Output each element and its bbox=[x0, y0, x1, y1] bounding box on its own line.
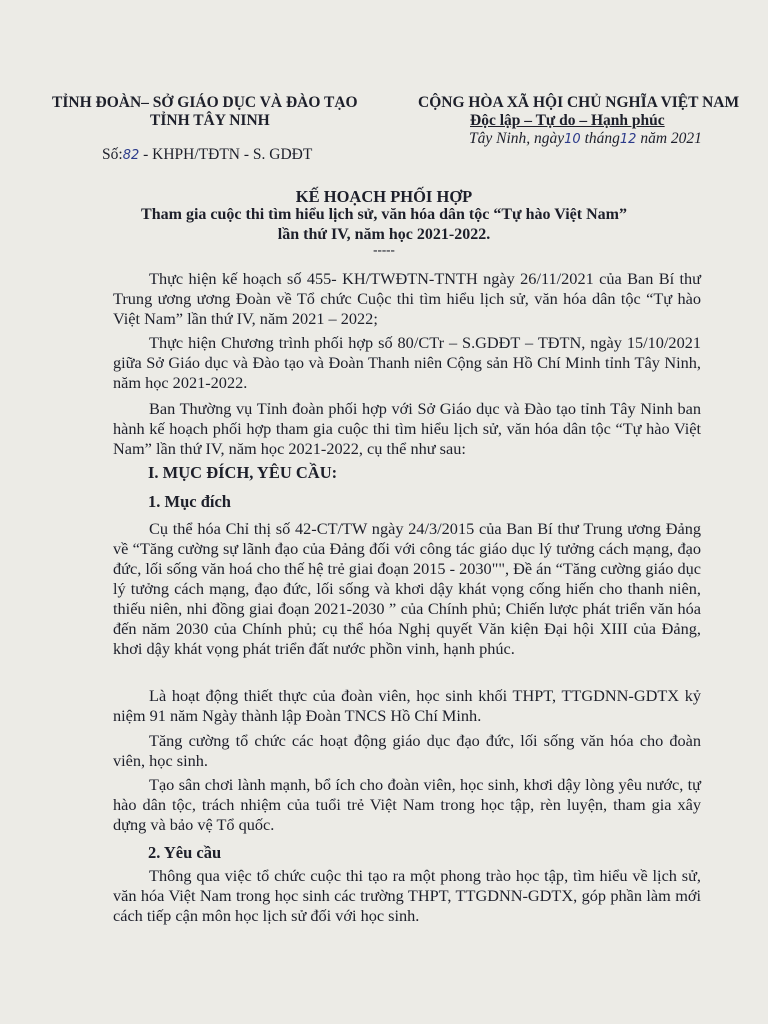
paragraph-coordination-program: Thực hiện Chương trình phối hợp số 80/CTr – S.GDĐT – TĐTN, ngày 15/10/2021 giữa Sở Giáo dục và Đào tạo và Đoàn Thanh niên Cộng sản Hồ Chí Minh tỉnh Tây Ninh, năm học 2021-2022. bbox=[113, 333, 701, 392]
paragraph-purpose-2: Là hoạt động thiết thực của đoàn viên, học sinh khối THPT, TTGDNN-GDTX kỷ niệm 91 năm Ngày thành lập Đoàn TNCS Hồ Chí Minh. bbox=[113, 686, 701, 725]
subheading-purpose: 1. Mục đích bbox=[148, 492, 231, 511]
date-month-handwritten: 12 bbox=[619, 132, 637, 147]
doc-number-prefix: Số: bbox=[102, 146, 123, 163]
issuer-name: TỈNH ĐOÀN– SỞ GIÁO DỤC VÀ ĐÀO TẠO bbox=[52, 94, 358, 111]
paragraph-purpose-3: Tăng cường tổ chức các hoạt động giáo dục đạo đức, lối sống văn hóa cho đoàn viên, học sinh. bbox=[113, 731, 701, 770]
paragraph-requirements-1: Thông qua việc tổ chức cuộc thi tạo ra một phong trào học tập, tìm hiểu về lịch sử, văn hóa Việt Nam trong học sinh các trường THPT, TTGDNN-GDTX, góp phần làm mới cách tiếp cận môn học lịch sử đối với học sinh. bbox=[113, 866, 701, 925]
paragraph-purpose-4: Tạo sân chơi lành mạnh, bổ ích cho đoàn viên, học sinh, khơi dậy lòng yêu nước, tự hào dân tộc, trách nhiệm của tuổi trẻ Việt Nam trong học tập, rèn luyện, tham gia xây dựng và bảo vệ Tổ quốc. bbox=[113, 775, 701, 834]
paragraph-purpose-1: Cụ thể hóa Chỉ thị số 42-CT/TW ngày 24/3/2015 của Ban Bí thư Trung ương Đảng về “Tăng cường sự lãnh đạo của Đảng đối với công tác giáo dục lý tưởng cách mạng, đạo đức, lối sống văn hoá cho thế hệ trẻ giai đoạn 2015 - 2030"", Đề án “Tăng cường giáo dục lý tưởng cách mạng, đạo đức, lối sống và khơi dậy khát vọng cống hiến cho thanh niên, thiếu niên, nhi đồng giai đoạn 2021-2030 ” của Chính phủ; Chiến lược phát triển văn hóa đến năm 2030 của Chính phủ; cụ thể hóa Nghị quyết Văn kiện Đại hội XIII của Đảng, khơi dậy khát vọng phát triển đất nước phồn vinh, hạnh phúc. bbox=[113, 519, 701, 658]
doc-number-handwritten: 82 bbox=[122, 148, 140, 163]
document-title: KẾ HOẠCH PHỐI HỢP bbox=[295, 187, 473, 206]
document-date: Tây Ninh, ngày10 tháng12 năm 2021 bbox=[469, 130, 702, 147]
national-motto: Độc lập – Tự do – Hạnh phúc bbox=[470, 112, 665, 129]
issuer-province: TỈNH TÂY NINH bbox=[150, 112, 270, 129]
paragraph-implementation-plan: Thực hiện kế hoạch số 455- KH/TWĐTN-TNTH ngày 26/11/2021 của Ban Bí thư Trung ương ương Đoàn về Tổ chức Cuộc thi tìm hiểu lịch sử, văn hóa dân tộc “Tự hào Việt Nam” lần thứ IV, năm 2021 – 2022; bbox=[113, 269, 701, 328]
section-heading-purpose-requirements: I. MỤC ĐÍCH, YÊU CẦU: bbox=[148, 463, 338, 482]
national-title: CỘNG HÒA XÃ HỘI CHỦ NGHĨA VIỆT NAM bbox=[418, 94, 740, 111]
document-number bbox=[102, 146, 312, 164]
doc-number-suffix: - KHPH/TĐTN - S. GDĐT bbox=[139, 146, 313, 163]
date-day-handwritten: 10 bbox=[564, 132, 581, 147]
title-divider: ----- bbox=[373, 242, 395, 257]
document-subtitle-line2: lần thứ IV, năm học 2021-2022. bbox=[277, 226, 491, 243]
document-subtitle-line1: Tham gia cuộc thi tìm hiểu lịch sử, văn hóa dân tộc “Tự hào Việt Nam” bbox=[141, 206, 627, 223]
paragraph-issuance: Ban Thường vụ Tỉnh đoàn phối hợp với Sở Giáo dục và Đào tạo tỉnh Tây Ninh ban hành kế hoạch phối hợp tham gia cuộc thi tìm hiểu lịch sử, văn hóa dân tộc “Tự hào Việt Nam” lần thứ IV, năm học 2021-2022, cụ thể như sau: bbox=[113, 399, 701, 458]
subheading-requirements: 2. Yêu cầu bbox=[148, 843, 222, 862]
